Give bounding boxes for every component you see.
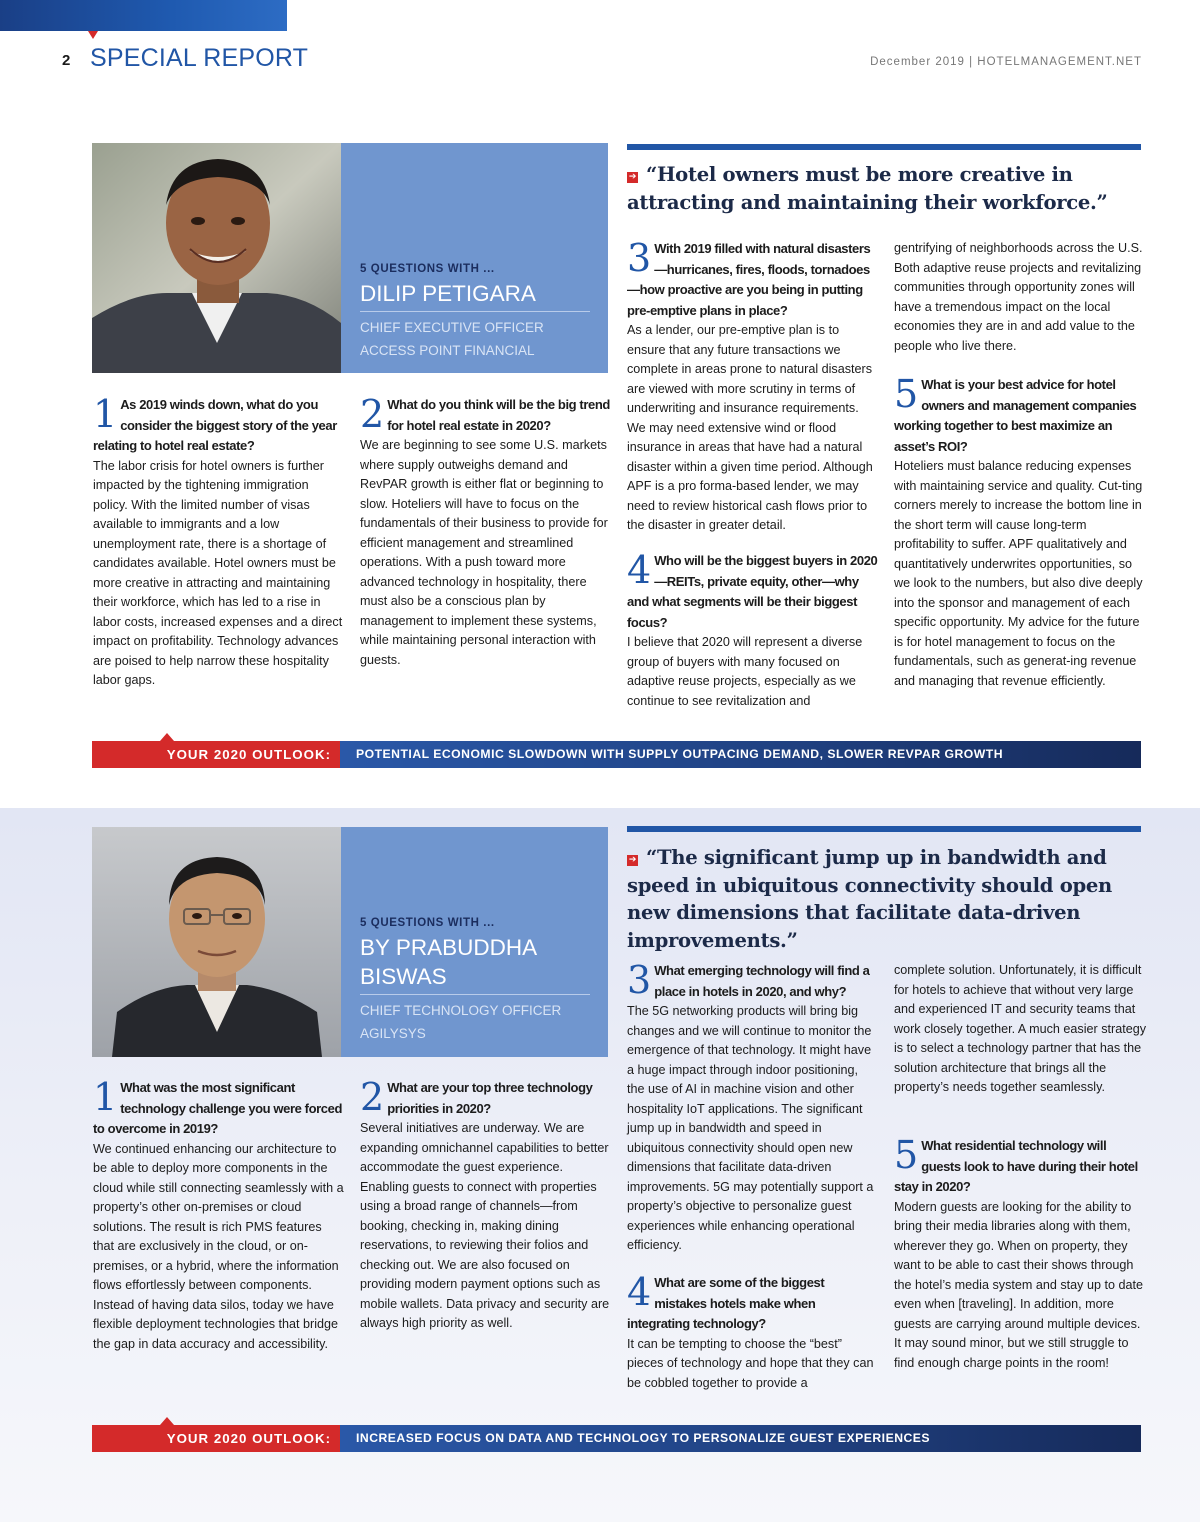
outlook-label: YOUR 2020 OUTLOOK: bbox=[92, 1425, 340, 1452]
section-title: SPECIAL REPORT bbox=[90, 44, 309, 72]
interview-section-petigara bbox=[0, 100, 1200, 800]
issue-info: December 2019 | HOTELMANAGEMENT.NET bbox=[870, 56, 1142, 68]
answer: We continued enhancing our architecture to be able to deploy more components in the cloud while still connecting seamlessly with a property’s other on-premises or cloud solutions. The result is rich PMS features that are exclusively in the cloud, or on-premises, or a hybrid, where the information flows effortlessly between components. Instead of having data silos, today we have flexible deployment technologies that bridge the gap in data accuracy and accessibility. bbox=[93, 1141, 344, 1351]
pull-quote: ➔ “Hotel owners must be more creative in attracting and maintaining their workforce.” bbox=[627, 163, 1108, 214]
person-company: AGILYSYS bbox=[360, 1026, 426, 1041]
headshot-biswas bbox=[92, 827, 341, 1057]
outlook-caret bbox=[160, 733, 174, 741]
person-name: DILIP PETIGARA bbox=[360, 281, 536, 306]
name-divider bbox=[360, 311, 590, 312]
answer: I believe that 2020 will represent a diverse group of buyers with many focused on adaptive reuse projects, especially as we continue to see revitalization and bbox=[627, 635, 863, 708]
question: What was the most significant technology challenge you were forced to overcome in 2019? bbox=[93, 1080, 343, 1136]
name-panel bbox=[341, 827, 608, 1057]
person-name-line2: BISWAS bbox=[360, 964, 447, 989]
question: What are some of the biggest mistakes hotels make when integrating technology? bbox=[627, 1275, 825, 1331]
page-number: 2 bbox=[62, 52, 71, 69]
person-company: ACCESS POINT FINANCIAL bbox=[360, 343, 535, 358]
question: What emerging technology will find a place in hotels in 2020, and why? bbox=[654, 963, 870, 999]
qa-2: 2 What do you think will be the big trend for hotel real estate in 2020? We are beginning to see some U.S. markets where supply outweighs demand and RevPAR growth is either flat or beginning to slow. Hoteliers will have to focus on the fundamentals of their business to provide for efficient management and streamlined operations. With a push toward more advanced technology in hospitality, there must also be a conscious plan by management to implement these systems, while maintaining personal interaction with guests. bbox=[360, 395, 610, 670]
arrow-right-icon: ➔ bbox=[628, 855, 637, 865]
answer: It can be tempting to choose the “best” pieces of technology and hope that they can be cobbled together to provide a bbox=[627, 1336, 874, 1390]
outlook-text: POTENTIAL ECONOMIC SLOWDOWN WITH SUPPLY OUTPACING DEMAND, SLOWER REVPAR GROWTH bbox=[340, 741, 1141, 768]
outlook-bar bbox=[92, 741, 1141, 768]
question: What is your best advice for hotel owners and management companies working together to best maximize an asset’s ROI? bbox=[894, 377, 1137, 454]
answer: As a lender, our pre-emptive plan is to ensure that any future transactions we complete in areas prone to natural disasters are viewed with more scrutiny in terms of underwriting and insurance requirements. We may need extensive wind or flood insurance in areas that have had a natural disaster within a given time period. Although APF is a pro forma-based lender, we may need to review historical cash flows prior to the disaster in greater detail. bbox=[627, 323, 873, 532]
answer: Hoteliers must balance reducing expenses with maintaining service and quality. Cut-ting corners merely to increase the bottom line in the short term will cause long-term profitability to suffer. APF qualitatively and quantitatively underwrites opportunities, so we look to the numbers, but also dive deeply into the sponsor and management of each specific opportunity. My advice for the future is for hotel management to focus on the fundamentals, such as generat-ing revenue and managing that revenue efficiently. bbox=[894, 459, 1143, 688]
outlook-caret bbox=[160, 1417, 174, 1425]
question: What do you think will be the big trend for hotel real estate in 2020? bbox=[387, 397, 610, 433]
name-divider bbox=[360, 994, 590, 995]
outlook-text: INCREASED FOCUS ON DATA AND TECHNOLOGY TO PERSONALIZE GUEST EXPERIENCES bbox=[340, 1425, 1141, 1452]
qa-1: 1 What was the most significant technology challenge you were forced to overcome in 2019? We continued enhancing our architecture to be able to deploy more components in the cloud while still connecting seamlessly with a property’s other on-premises or cloud solutions. The result is rich PMS features that are exclusively in the cloud, or on-premises, or a hybrid, where the information flows effortlessly between components. Instead of having data silos, today we have flexible deployment technologies that bridge the gap in data accuracy and accessibility. bbox=[93, 1078, 345, 1354]
question: As 2019 winds down, what do you consider the biggest story of the year relating to hotel real estate? bbox=[93, 397, 337, 453]
qa-5: 5 What is your best advice for hotel owners and management companies working together to best maximize an asset’s ROI? Hoteliers must balance reducing expenses with maintaining service and quality. Cut-ting corners merely to increase the bottom line in the short term will cause long-term profitability to suffer. APF qualitatively and quantitatively underwrites opportunities, so we look to the numbers, but also dive deeply into the sponsor and management of each specific opportunity. My advice for the future is for hotel management to focus on the fundamentals, such as generat-ing revenue and managing that revenue efficiently. bbox=[894, 375, 1144, 691]
question: What residential technology will guests look to have during their hotel stay in 2020? bbox=[894, 1138, 1138, 1194]
quote-rule bbox=[627, 144, 1141, 150]
qa-4: 4 Who will be the biggest buyers in 2020—REITs, private equity, other—why and what segments will be their biggest focus? I believe that 2020 will represent a diverse group of buyers with many focused on adaptive reuse projects, especially as we continue to see revitalization and bbox=[627, 551, 879, 711]
qa-3: 3 What emerging technology will find a place in hotels in 2020, and why? The 5G networking products will bring big changes and we will continue to monitor the emergence of that technology. It might have a huge impact through indoor positioning, the use of AI in machine vision and other hospitality IoT applications. The significant jump up in bandwidth and speed in ubiquitous connectivity should open new dimensions that facilitate data-driven improvements. 5G may potentially support a property’s objective to personalize guest experiences while enhancing operational efficiency. bbox=[627, 961, 879, 1256]
kicker: 5 QUESTIONS WITH ... bbox=[360, 917, 495, 929]
qa-4: 4 What are some of the biggest mistakes hotels make when integrating technology? It can be tempting to choose the “best” pieces of technology and hope that they can be cobbled together to provide a bbox=[627, 1273, 879, 1393]
answer: gentrifying of neighborhoods across the U.S. Both adaptive reuse projects and revitalizing communities through opportunity zones will have a tremendous impact on the local economies they are in and add value to the people who live there. bbox=[894, 241, 1143, 353]
outlook-bar bbox=[92, 1425, 1141, 1452]
question: Who will be the biggest buyers in 2020—REITs, private equity, other—why and what segments will be their biggest focus? bbox=[627, 553, 878, 630]
answer: Modern guests are looking for the ability to bring their media libraries along with them, wherever they go. When on property, they want to be able to cast their shows through the hotel’s media system and stay up to date even when [traveling]. In addition, more guests are carrying around multiple devices. It may sound minor, but we still struggle to find enough charge points in the room! bbox=[894, 1199, 1143, 1370]
pull-quote: ➔ “The significant jump up in bandwidth and speed in ubiquitous connectivity should open new dimensions that facilitate data-driven improvements.” bbox=[627, 846, 1112, 952]
question: What are your top three technology priorities in 2020? bbox=[387, 1080, 593, 1116]
headshot-petigara bbox=[92, 143, 341, 373]
qa-1: 1 As 2019 winds down, what do you consider the biggest story of the year relating to hotel real estate? The labor crisis for hotel owners is further impacted by the tightening immigration policy. With the limited number of visas available to immigrants and a low unemployment rate, there is a shortage of candidates available. Hotel owners must be more creative in attracting and maintaining their workforce, which has led to a rise in labor costs, increased expenses and a direct impact on profitability. Technology advances are poised to help narrow these hospitality labor gaps. bbox=[93, 395, 343, 691]
outlook-label: YOUR 2020 OUTLOOK: bbox=[92, 741, 340, 768]
person-title: CHIEF TECHNOLOGY OFFICER bbox=[360, 1003, 562, 1018]
question: With 2019 filled with natural disasters—hurricanes, fires, floods, tornadoes—how proactive are you being in putting pre-emptive plans in place? bbox=[627, 241, 871, 318]
qa-4-continued bbox=[894, 961, 1146, 1098]
answer: Several initiatives are underway. We are expanding omnichannel capabilities to better accommodate the guest experience. Enabling guests to connect with properties using a broad range of channels—from booking, checking in, making dining reservations, to reviewing their folios and checking out. We are also focused on providing modern payment options such as mobile wallets. Data privacy and security are always high priority as well. bbox=[360, 1121, 610, 1330]
answer: The 5G networking products will bring big changes and we will continue to monitor the emergence of that technology. It might have a huge impact through indoor positioning, the use of AI in machine vision and other hospitality IoT applications. The significant jump up in bandwidth and speed in ubiquitous connectivity should open new dimensions that facilitate data-driven improvements. 5G may potentially support a property’s objective to personalize guest experiences while enhancing operational efficiency. bbox=[627, 1004, 874, 1252]
kicker: 5 QUESTIONS WITH ... bbox=[360, 263, 495, 275]
person-name-line1: BY PRABUDDHA bbox=[360, 935, 538, 960]
answer: complete solution. Unfortunately, it is difficult for hotels to achieve that without very large and experienced IT and security teams that work closely together. A much easier strategy is to select a technology partner that has the solution architecture that brings all the property’s needs together seamlessly. bbox=[894, 963, 1146, 1094]
qa-5: 5 What residential technology will guests look to have during their hotel stay in 2020? Modern guests are looking for the ability to bring their media libraries along with them, wherever they go. When on property, they want to be able to cast their shows through the hotel’s media system and stay up to date even when [traveling]. In addition, more guests are carrying around multiple devices. It may sound minor, but we still struggle to find enough charge points in the room! bbox=[894, 1136, 1146, 1373]
arrow-right-icon: ➔ bbox=[628, 172, 637, 182]
quote-rule bbox=[627, 826, 1141, 832]
answer: The labor crisis for hotel owners is further impacted by the tightening immigration policy. With the limited number of visas available to immigrants and a low unemployment rate, there is a shortage of candidates available. Hotel owners must be more creative in attracting and maintaining their workforce, which has led to a rise in labor costs, increased expenses and a direct impact on profitability. Technology advances are poised to help narrow these hospitality labor gaps. bbox=[93, 458, 343, 687]
header-color-bar bbox=[0, 0, 287, 31]
interview-section-biswas bbox=[0, 808, 1200, 1522]
person-title: CHIEF EXECUTIVE OFFICER bbox=[360, 320, 544, 335]
header-caret bbox=[88, 31, 98, 39]
qa-3: 3 With 2019 filled with natural disasters—hurricanes, fires, floods, tornadoes—how proactive are you being in putting pre-emptive plans in place? As a lender, our pre-emptive plan is to ensure that any future transactions we complete in areas prone to natural disasters are viewed with more scrutiny in terms of underwriting and insurance requirements. We may need extensive wind or flood insurance in areas that have had a natural disaster within a given time period. Although APF is a pro forma-based lender, we may need to review historical cash flows prior to the disaster in greater detail. bbox=[627, 239, 879, 536]
qa-4-continued bbox=[894, 239, 1144, 356]
qa-2: 2 What are your top three technology priorities in 2020? Several initiatives are underway. We are expanding omnichannel capabilities to better accommodate the guest experience. Enabling guests to connect with properties using a broad range of channels—from booking, checking in, making dining reservations, to reviewing their folios and checking out. We are also focused on providing modern payment options such as mobile wallets. Data privacy and security are always high priority as well. bbox=[360, 1078, 610, 1334]
answer: We are beginning to see some U.S. markets where supply outweighs demand and RevPAR growth is either flat or beginning to slow. Hoteliers will have to focus on the fundamentals of their business to provide for efficient management and streamlined operations. With a push toward more advanced technology in hospitality, there must also be a conscious plan by management to implement these systems, while maintaining personal interaction with guests. bbox=[360, 438, 608, 667]
name-panel bbox=[341, 143, 608, 373]
